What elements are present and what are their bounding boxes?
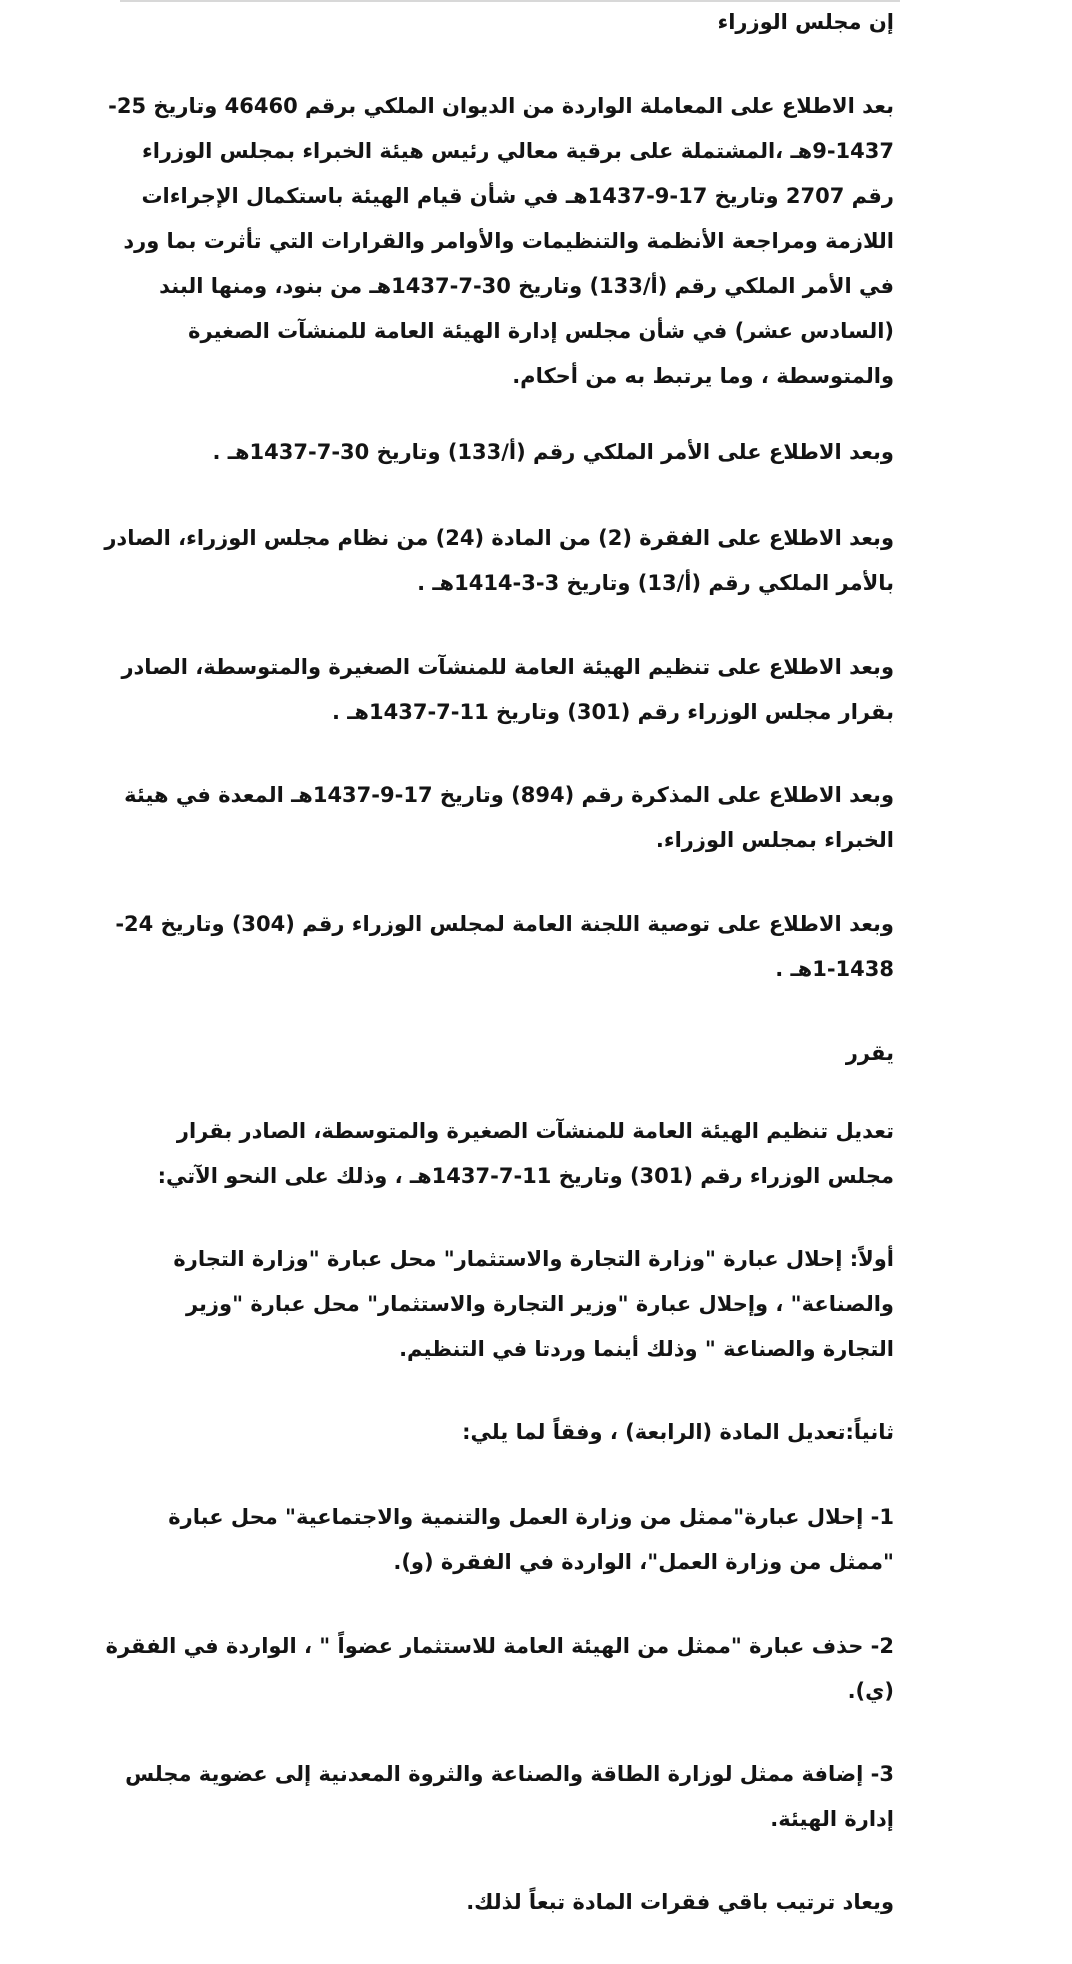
text-line: بعد الاطلاع على المعاملة الواردة من الديوان الملكي برقم 46460 وتاريخ 25- — [108, 94, 894, 118]
text-line: وبعد الاطلاع على توصية اللجنة العامة لمجلس الوزراء رقم (304) وتاريخ 24- — [115, 912, 894, 936]
text-line: يقرر — [845, 1041, 894, 1065]
paragraph-recital-2 — [114, 430, 894, 475]
text-line: وبعد الاطلاع على الفقرة (2) من المادة (24) من نظام مجلس الوزراء، الصادر — [104, 526, 894, 550]
paragraph-decides — [114, 1031, 894, 1076]
paragraph-recital-4 — [114, 645, 894, 735]
text-line: في الأمر الملكي رقم (أ/133) وتاريخ 30-7-1437هـ من بنود، ومنها البند — [159, 274, 894, 298]
paragraph-item-1 — [114, 1495, 894, 1585]
text-line: رقم 2707 وتاريخ 17-9-1437هـ في شأن قيام الهيئة باستكمال الإجراءات — [141, 184, 894, 208]
text-line: تعديل تنظيم الهيئة العامة للمنشآت الصغيرة والمتوسطة، الصادر بقرار — [176, 1119, 894, 1143]
text-line: بالأمر الملكي رقم (أ/13) وتاريخ 3-3-1414هـ . — [417, 571, 894, 595]
paragraph-recital-3 — [104, 516, 894, 606]
text-line: وبعد الاطلاع على الأمر الملكي رقم (أ/133) وتاريخ 30-7-1437هـ . — [212, 440, 894, 464]
text-line: ثانياً:تعديل المادة (الرابعة) ، وفقاً لما يلي: — [462, 1420, 894, 1444]
paragraph-item-2 — [105, 1624, 894, 1714]
text-line: 1-1438هـ . — [775, 957, 894, 981]
text-line: التجارة والصناعة " وذلك أينما وردتا في التنظيم. — [399, 1337, 894, 1361]
paragraph-second — [114, 1410, 894, 1455]
text-line: الخبراء بمجلس الوزراء. — [655, 828, 894, 852]
text-line: اللازمة ومراجعة الأنظمة والتنظيمات والأوامر والقرارات التي تأثرت بما ورد — [123, 229, 894, 253]
text-line: "ممثل من وزارة العمل"، الواردة في الفقرة (و). — [393, 1550, 894, 1574]
paragraph-item-3 — [114, 1752, 894, 1842]
text-line: بقرار مجلس الوزراء رقم (301) وتاريخ 11-7-1437هـ . — [331, 700, 894, 724]
text-line: والمتوسطة ، وما يرتبط به من أحكام. — [512, 364, 894, 388]
text-line: إدارة الهيئة. — [770, 1807, 894, 1831]
paragraph-closing — [114, 1880, 894, 1925]
text-line: (ي). — [847, 1679, 894, 1703]
text-line: 1- إحلال عبارة"ممثل من وزارة العمل والتنمية والاجتماعية" محل عبارة — [168, 1505, 894, 1529]
paragraph-opening — [114, 0, 894, 45]
text-line: (السادس عشر) في شأن مجلس إدارة الهيئة العامة للمنشآت الصغيرة — [188, 319, 894, 343]
text-line: وبعد الاطلاع على تنظيم الهيئة العامة للمنشآت الصغيرة والمتوسطة، الصادر — [121, 655, 894, 679]
text-line: والصناعة" ، وإحلال عبارة "وزير التجارة والاستثمار" محل عبارة "وزير — [185, 1292, 894, 1316]
paragraph-first — [114, 1237, 894, 1372]
text-line: مجلس الوزراء رقم (301) وتاريخ 11-7-1437هـ ، وذلك على النحو الآتي: — [157, 1164, 894, 1188]
text-line: 3- إضافة ممثل لوزارة الطاقة والصناعة والثروة المعدنية إلى عضوية مجلس — [125, 1762, 894, 1786]
paragraph-recital-1 — [108, 84, 894, 399]
text-line: إن مجلس الوزراء — [717, 10, 894, 34]
text-line: أولاً: إحلال عبارة "وزارة التجارة والاستثمار" محل عبارة "وزارة التجارة — [173, 1247, 894, 1271]
paragraph-amendment — [114, 1109, 894, 1199]
text-line: ويعاد ترتيب باقي فقرات المادة تبعاً لذلك. — [466, 1890, 894, 1914]
text-line: وبعد الاطلاع على المذكرة رقم (894) وتاريخ 17-9-1437هـ المعدة في هيئة — [124, 783, 894, 807]
text-line: 2- حذف عبارة "ممثل من الهيئة العامة للاستثمار عضواً " ، الواردة في الفقرة — [105, 1634, 894, 1658]
text-line: 9-1437هـ ،المشتملة على برقية معالي رئيس هيئة الخبراء بمجلس الوزراء — [141, 139, 894, 163]
paragraph-recital-5 — [114, 773, 894, 863]
paragraph-recital-6 — [114, 902, 894, 992]
